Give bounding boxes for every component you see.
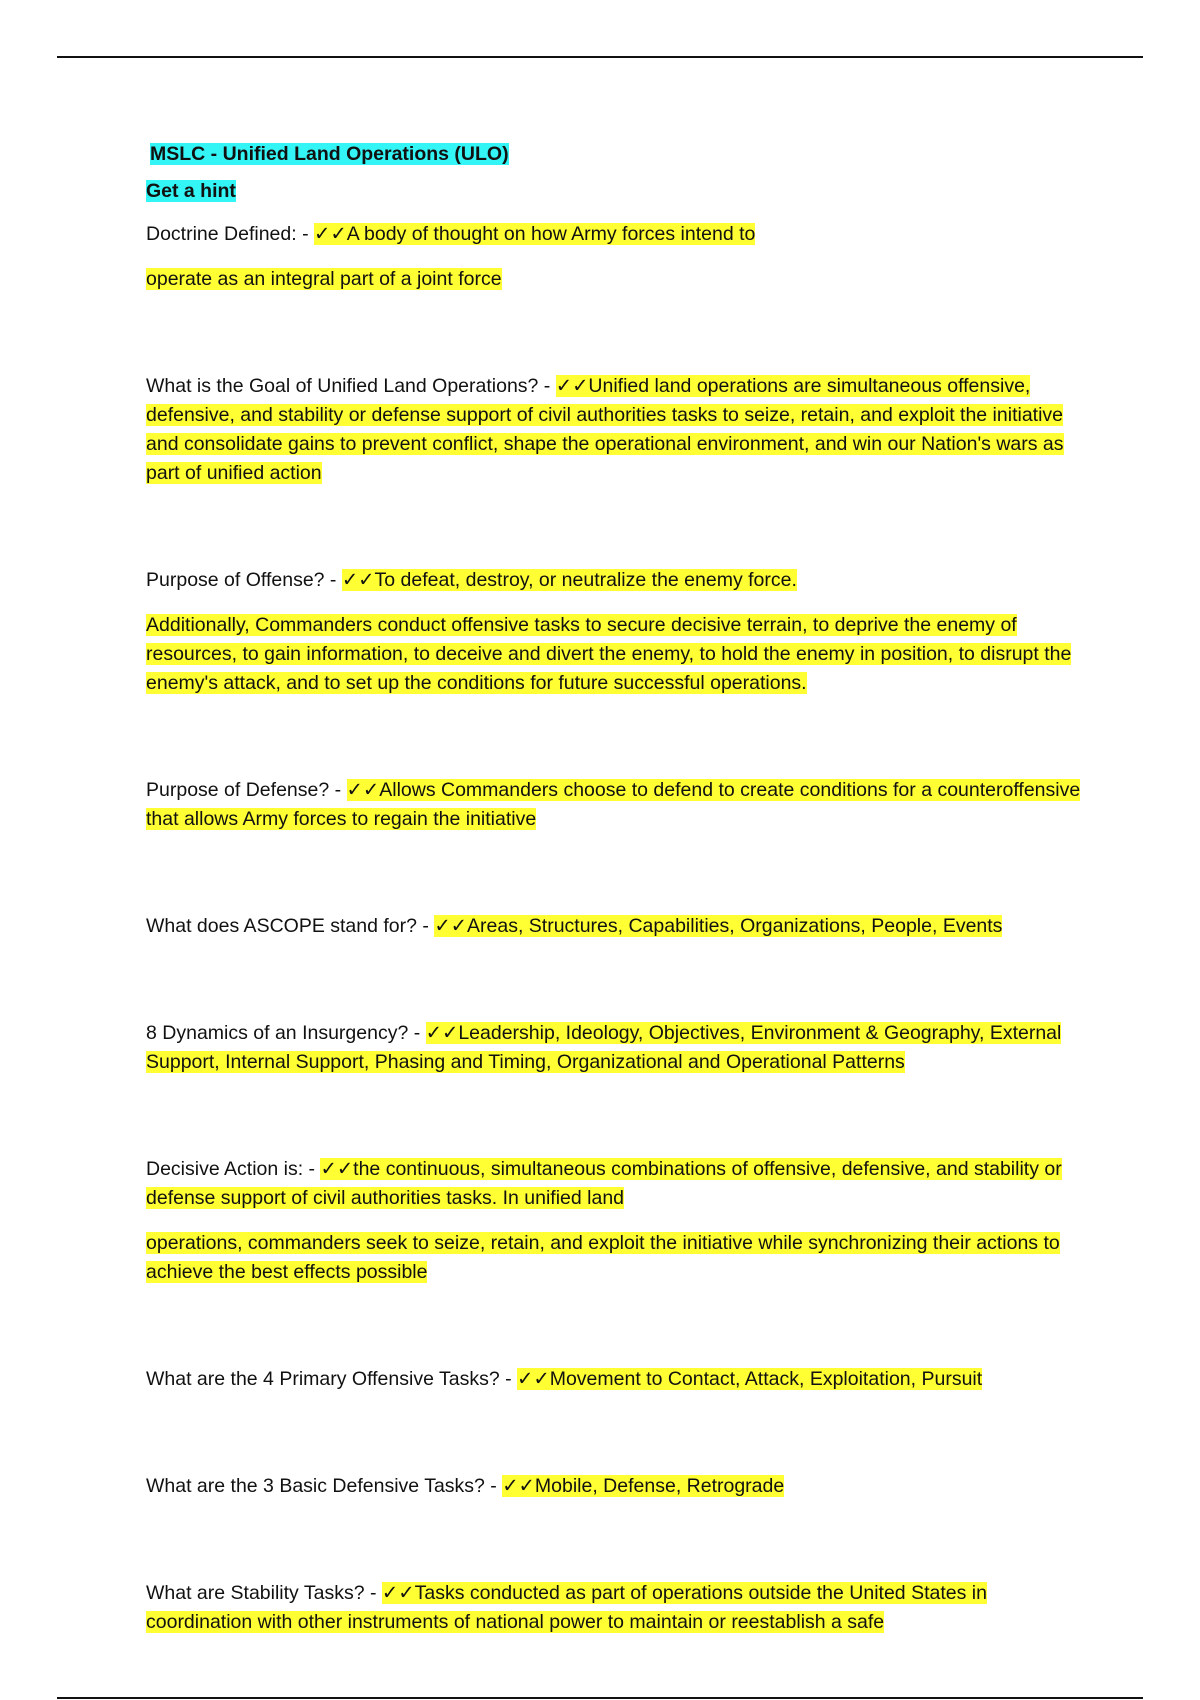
answer-text: the continuous, simultaneous combinations of offensive, defensive, and stability or defense support of civil authorities tasks. In unified land <box>146 1158 1062 1209</box>
spacer <box>146 310 1086 372</box>
qa-item <box>146 912 1086 941</box>
qa-paragraph <box>146 1019 1086 1077</box>
top-rule <box>57 56 1143 58</box>
answer-text: operations, commanders seek to seize, retain, and exploit the initiative while synchronizing their actions to achieve the best effects possible <box>146 1232 1060 1283</box>
check-mark-icon: ✓✓ <box>555 375 589 397</box>
question-text: What are the 3 Basic Defensive Tasks? - <box>146 1475 503 1497</box>
qa-item <box>146 372 1086 488</box>
question-text: What does ASCOPE stand for? - <box>146 915 435 937</box>
answer-text: Areas, Structures, Capabilities, Organizations, People, Events <box>467 915 1003 937</box>
question-text: What is the Goal of Unified Land Operations? - <box>146 375 556 397</box>
answer-text: Tasks conducted as part of operations outside the United States in coordination with other instruments of national power to maintain or reestablish a safe <box>146 1582 987 1633</box>
qa-paragraph <box>146 1472 1086 1501</box>
check-mark-icon: ✓✓ <box>341 569 375 591</box>
check-mark-icon: ✓✓ <box>381 1582 415 1604</box>
qa-item <box>146 776 1086 834</box>
qa-paragraph <box>146 220 1086 249</box>
document-body <box>146 140 1086 1653</box>
answer-text: To defeat, destroy, or neutralize the enemy force. <box>374 569 797 591</box>
qa-item <box>146 566 1086 698</box>
answer-text: A body of thought on how Army forces intend to <box>346 223 756 245</box>
qa-paragraph <box>146 265 1086 294</box>
spacer <box>146 1093 1086 1155</box>
spacer <box>146 1303 1086 1365</box>
check-mark-icon: ✓✓ <box>434 915 467 937</box>
question-text: What are Stability Tasks? - <box>146 1582 382 1604</box>
qa-item <box>146 1365 1086 1394</box>
qa-item <box>146 1155 1086 1287</box>
get-hint-link[interactable]: Get a hint <box>146 180 236 202</box>
qa-item <box>146 220 1086 294</box>
title-line <box>150 140 1086 169</box>
spacer <box>146 504 1086 566</box>
check-mark-icon: ✓✓ <box>502 1475 535 1497</box>
check-mark-icon: ✓✓ <box>425 1022 459 1044</box>
spacer <box>146 714 1086 776</box>
qa-item <box>146 1579 1086 1637</box>
qa-item <box>146 1472 1086 1501</box>
check-mark-icon: ✓✓ <box>346 779 380 801</box>
qa-paragraph <box>146 1365 1086 1394</box>
qa-paragraph <box>146 611 1086 698</box>
answer-text: operate as an integral part of a joint force <box>146 268 502 290</box>
spacer <box>146 1517 1086 1579</box>
answer-text: Mobile, Defense, Retrograde <box>534 1475 785 1497</box>
spacer <box>146 850 1086 912</box>
bottom-rule <box>57 1697 1143 1699</box>
answer-text: Movement to Contact, Attack, Exploitation, Pursuit <box>549 1368 983 1390</box>
check-mark-icon: ✓✓ <box>314 223 347 245</box>
qa-item <box>146 1019 1086 1077</box>
question-text: Decisive Action is: - <box>146 1158 321 1180</box>
spacer <box>146 1410 1086 1472</box>
answer-text: Allows Commanders choose to defend to create conditions for a counteroffensive that allows Army forces to regain the initiative <box>146 779 1081 830</box>
question-text: Doctrine Defined: - <box>146 223 314 245</box>
qa-paragraph <box>146 1155 1086 1213</box>
qa-paragraph <box>146 776 1086 834</box>
spacer <box>146 957 1086 1019</box>
check-mark-icon: ✓✓ <box>320 1158 354 1180</box>
qa-paragraph <box>146 1579 1086 1637</box>
qa-paragraph <box>146 1229 1086 1287</box>
hint-line <box>146 177 1086 206</box>
qa-list <box>146 220 1086 1637</box>
question-text: Purpose of Defense? - <box>146 779 347 801</box>
question-text: Purpose of Offense? - <box>146 569 342 591</box>
qa-paragraph <box>146 566 1086 595</box>
answer-text: Unified land operations are simultaneous offensive, defensive, and stability or defense support of civil authorities tasks to seize, retain, and exploit the initiative and consolidate gains to prevent conflict, shape the operational environment, and win our Nation's wars as part of unified action <box>146 375 1064 484</box>
answer-text: Additionally, Commanders conduct offensive tasks to secure decisive terrain, to deprive the enemy of resources, to gain information, to deceive and divert the enemy, to hold the enemy in position, to disrupt the enemy's attack, and to set up the conditions for future successful operations. <box>146 614 1072 694</box>
question-text: What are the 4 Primary Offensive Tasks? - <box>146 1368 518 1390</box>
document-title: MSLC - Unified Land Operations (ULO) <box>150 143 509 165</box>
answer-text: Leadership, Ideology, Objectives, Environment & Geography, External Support, Internal Support, Phasing and Timing, Organizational and Operational Patterns <box>146 1022 1062 1073</box>
qa-paragraph <box>146 372 1086 488</box>
question-text: 8 Dynamics of an Insurgency? - <box>146 1022 426 1044</box>
check-mark-icon: ✓✓ <box>517 1368 550 1390</box>
qa-paragraph <box>146 912 1086 941</box>
